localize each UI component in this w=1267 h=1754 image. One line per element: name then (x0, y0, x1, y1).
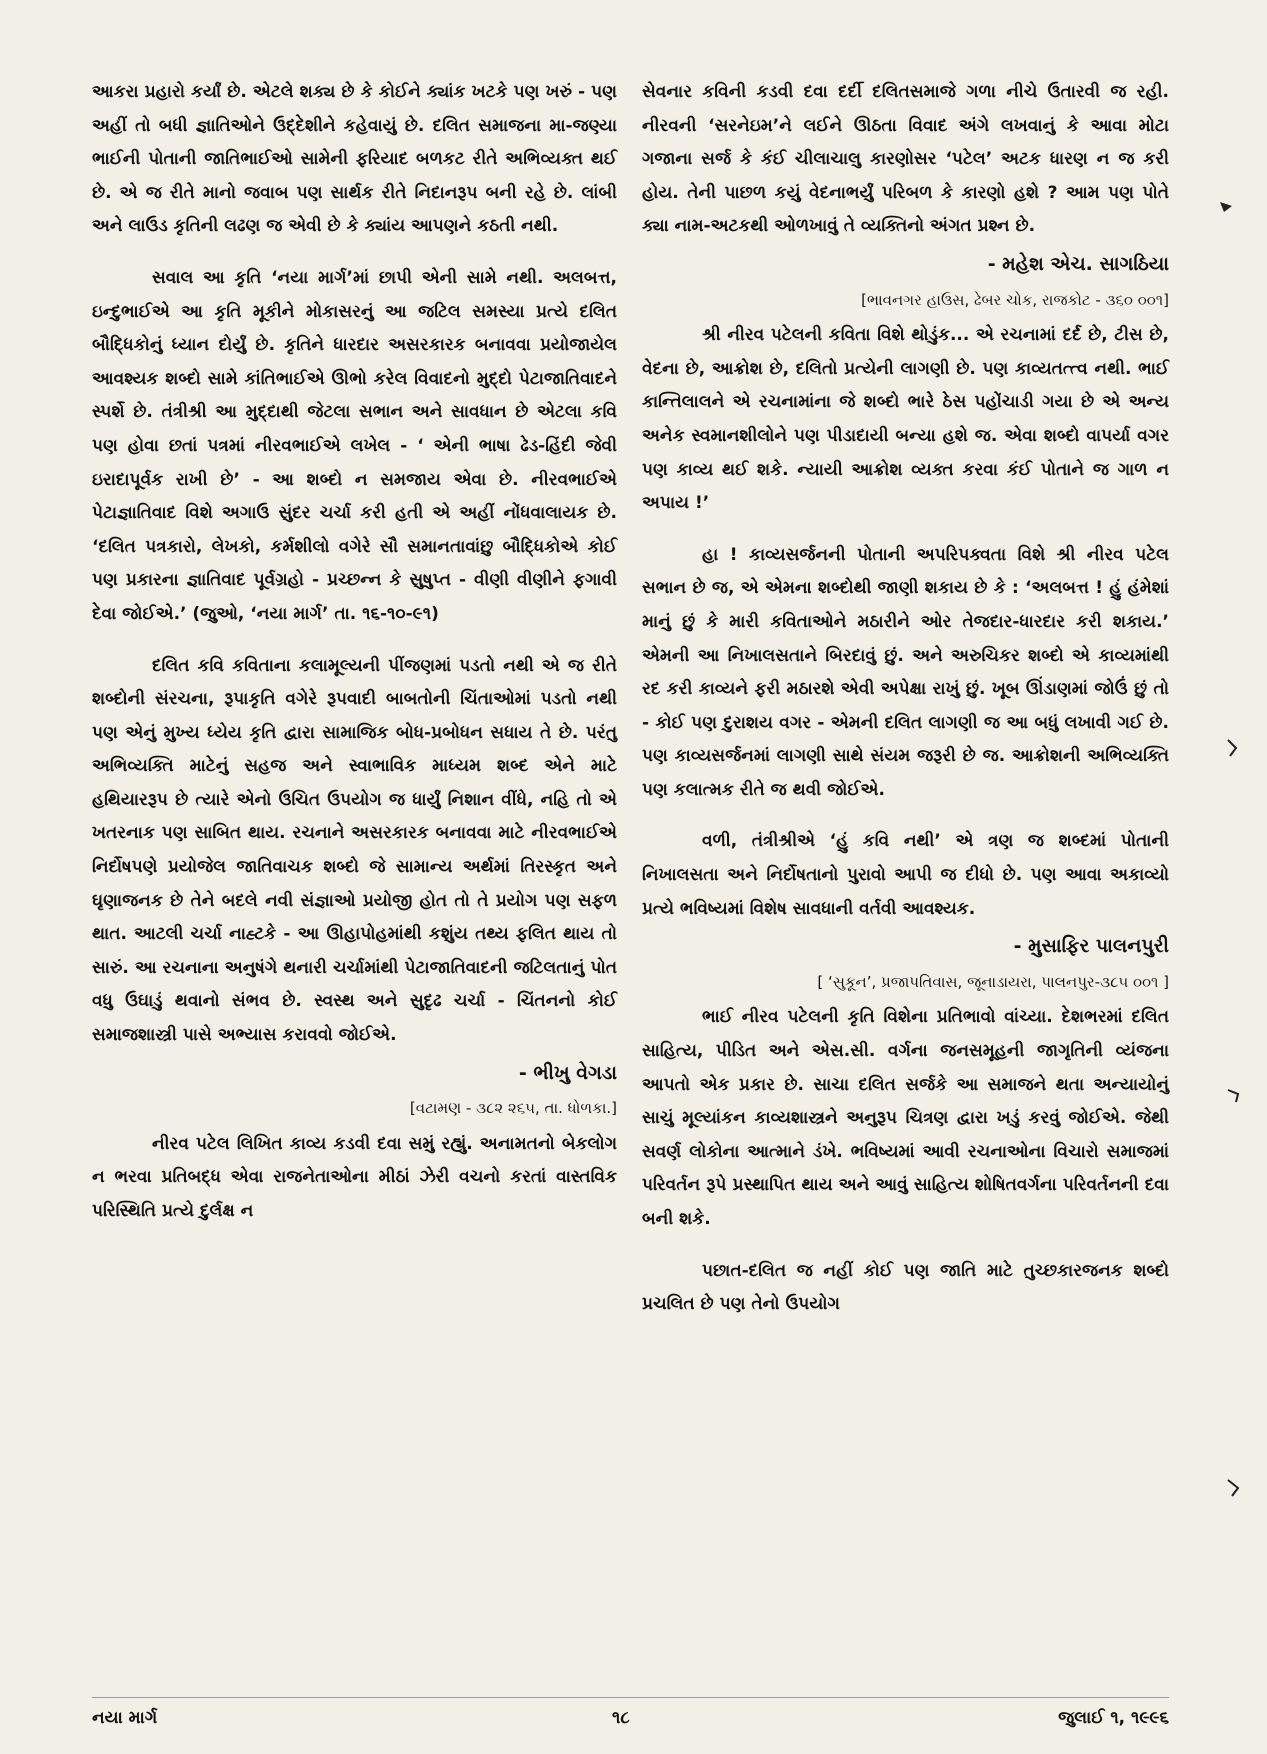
binding-mark-icon (1226, 736, 1244, 758)
paragraph: ભાઈ નીરવ પટેલની કૃતિ વિશેના પ્રતિભાવો વાંચ્યા. દેશભરમાં દલિત સાહિત્ય, પીડિત અને એસ.સી. વર્ગના જનસમૂહની જાગૃતિની વ્યંજના આપતો એક પ્રકાર છે. સાચા દલિત સર્જકે આ સમાજને થતા અન્યાયોનું સાચું મૂલ્યાંકન કાવ્યશાસ્ત્રને અનુરૂપ ચિત્રણ દ્વારા ખડું કરવું જોઈએ. જેથી સવર્ણ લોકોના આત્માને ડંખે. ભવિષ્યમાં આવી રચનાઓના વિચારો સમાજમાં પરિવર્તન રૂપે પ્રસ્થાપિત થાય અને આવું સાહિત્ય શોષિતવર્ગના પરિવર્તનની દવા બની શકે. (642, 1007, 1169, 1229)
binding-mark-icon (1218, 196, 1236, 218)
publication-name: નયા માર્ગ (92, 1708, 158, 1728)
paragraph: સવાલ આ કૃતિ ‘નયા માર્ગ’માં છાપી એની સામે નથી. અલબત્ત, ઇન્દુભાઈએ આ કૃતિ મૂકીને મોકાસરનું આ જટિલ સમસ્યા પ્રત્યે દલિત બૌદ્ધિકોનું ધ્યાન દોર્યું છે. કૃતિને ધારદાર અસરકારક બનાવવા પ્રયોજાયેલ આવશ્યક શબ્દો સામે કાંતિભાઈએ ઊભો કરેલ વિવાદનો મુદ્દો પેટાજાતિવાદને સ્પર્શે છે. તંત્રીશ્રી આ મુદ્દાથી જેટલા સભાન અને સાવધાન છે એટલા કવિ પણ હોવા છતાં પત્રમાં નીરવભાઈએ લખેલ - ‘ એની ભાષા ઢેડ-હિંદી જેવી ઇરાદાપૂર્વક રાખી છે’ - આ શબ્દો ન સમજાય એવા છે. નીરવભાઈએ પેટાજ્ઞાતિવાદ વિશે અગાઉ સુંદર ચર્ચા કરી હતી એ અહીં નોંધવાલાયક છે. ‘દલિત પત્રકારો, લેખકો, કર્મશીલો વગેરે સૌ સમાનતાવાંછુ બૌદ્ધિકોએ કોઈ પણ પ્રકારના જ્ઞાતિવાદ પૂર્વગ્રહો - પ્રચ્છન્ન કે સુષુપ્ત - વીણી વીણીને ફગાવી દેવા જોઈએ.’ (જુઓ, ‘નયા માર્ગ’ તા. ૧૬-૧૦-૯૧) (92, 267, 617, 624)
author-address: [વટામણ - ૩૮૨ ૨૬૫, તા. ધોળકા.] (409, 1099, 617, 1118)
right-column (642, 76, 1169, 1322)
paragraph: દલિત કવિ કવિતાના કલામૂલ્યની પીંજણમાં પડતો નથી એ જ રીતે શબ્દોની સંરચના, રૂપાકૃતિ વગેરે રૂપવાદી બાબતોની ચિંતાઓમાં પડતો નથી પણ એનું મુખ્ય ધ્યેય કૃતિ દ્વારા સામાજિક બોધ-પ્રબોધન સધાય તે છે. પરંતુ અભિવ્યક્તિ માટેનું સહજ અને સ્વાભાવિક માધ્યમ શબ્દ એને માટે હથિયારરૂપ છે ત્યારે એનો ઉચિત ઉપયોગ જ ધાર્યું નિશાન વીંધે, નહિ તો એ ખતરનાક પણ સાબિત થાય. રચનાને અસરકારક બનાવવા માટે નીરવભાઈએ નિર્દોષપણે પ્રયોજેલ જાતિવાચક શબ્દો જે સામાન્ય અર્થમાં તિરસ્કૃત અને ઘૃણાજનક છે તેને બદલે નવી સંજ્ઞાઓ પ્રયોજી હોત તો તે પ્રયોગ પણ સફળ થાત. આટલી ચર્ચા નાહ્ટકે - આ ઊહાપોહમાંથી કશુંય તથ્ય ફલિત થાય તો સારું. આ રચનાના અનુષંગે થનારી ચર્ચામાંથી પેટાજાતિવાદની જટિલતાનું પોત વધુ ઉઘાડું થવાનો સંભવ છે. સ્વસ્થ અને સુદૃઢ ચર્ચા - ચિંતનનો કોઈ સમાજશાસ્ત્રી પાસે અભ્યાસ કરાવવો જોઈએ. (92, 655, 617, 1046)
paragraph: નીરવ પટેલ લિખિત કાવ્ય કડવી દવા સમું રહ્યું. અનામતનો બેકલોગ ન ભરવા પ્રતિબદ્ધ એવા રાજનેતાઓના મીઠાં ઝેરી વચનો કરતાં વાસ્તવિક પરિસ્થિતિ પ્રત્યે દુર્લક્ષ ન (92, 1133, 617, 1221)
page-number: ૧૮ (612, 1708, 630, 1728)
author-address: [ ‘સુકૂન’, પ્રજાપતિવાસ, જૂનાડાયરા, પાલનપુર-૩૮૫ ૦૦૧ ] (817, 972, 1169, 991)
paragraph-gap (642, 521, 1169, 539)
paragraph-gap (92, 632, 617, 650)
paragraph: સેવનાર કવિની કડવી દવા દર્દી દલિતસમાજે ગળા નીચે ઉતારવી જ રહી. નીરવની ‘સરનેઇમ’ને લઈને ઊઠતા વિવાદ અંગે લખવાનું કે આવા મોટા ગજાના સર્જ કે કંઈ ચીલાચાલુ કારણોસર ‘પટેલ’ અટક ધારણ ન જ કરી હોય. તેની પાછળ કયું વેદનાભર્યું પરિબળ કે કારણો હશે ? આમ પણ પોતે ક્યા નામ-અટકથી ઓળખાવું તે વ્યક્તિનો અંગત પ્રશ્ન છે. (642, 82, 1169, 237)
paragraph: આકરા પ્રહારો કર્યાં છે. એટલે શક્ય છે કે કોઈને ક્યાંક ખટકે પણ ખરું - પણ અહીં તો બધી જ્ઞાતિઓને ઉદ્દેશીને કહેવાયું છે. દલિત સમાજના મા-જણ્યા ભાઈની પોતાની જાતિભાઈઓ સામેની ફરિયાદ બળકટ રીતે અભિવ્યક્ત થઈ છે. એ જ રીતે માનો જવાબ પણ સાર્થક રીતે નિદાનરૂપ બની રહે છે. લાંબી અને લાઉડ કૃતિની લઢણ જ એવી છે કે ક્યાંય આપણને કઠતી નથી. (92, 82, 617, 237)
paragraph-gap (642, 807, 1169, 825)
author-address: [ભાવનગર હાઉસ, ઢેબર ચોક, રાજકોટ - ૩૬૦ ૦૦૧] (861, 290, 1169, 309)
paragraph: પછાત-દલિત જ નહીં કોઈ પણ જાતિ માટે તુચ્છકારજનક શબ્દો પ્રચલિત છે પણ તેનો ઉપયોગ (642, 1260, 1169, 1315)
paragraph-gap (642, 1237, 1169, 1255)
paragraph: વળી, તંત્રીશ્રીએ ‘હું કવિ નથી’ એ ત્રણ જ શબ્દમાં પોતાની નિખાલસતા અને નિર્દોષતાનો પુરાવો આપી જ દીધો છે. પણ આવા અકાવ્યો પ્રત્યે ભવિષ્યમાં વિશેષ સાવધાની વર્તવી આવશ્યક. (642, 831, 1169, 919)
binding-mark-icon (1226, 1084, 1244, 1106)
paragraph: હા ! કાવ્યસર્જનની પોતાની અપરિપક્વતા વિશે શ્રી નીરવ પટેલ સભાન છે જ, એ એમના શબ્દોથી જાણી શકાય છે કે : ‘અલબત્ત ! હું હંમેશાં માનું છું કે મારી કવિતાઓને મઠારીને ઓર તેજદાર-ધારદાર કરી શકાય.’ એમની આ નિખાલસતાને બિરદાવું છું. અને અરુચિકર શબ્દો એ કાવ્યમાંથી રદ કરી કાવ્યને ફરી મઠારશે એવી અપેક્ષા રાખું છું. ખૂબ ઊંડાણમાં જોઉં છું તો - કોઈ પણ દુરાશય વગર - એમની દલિત લાગણી જ આ બધું લખાવી ગઈ છે. પણ કાવ્યસર્જનમાં લાગણી સાથે સંયમ જરૂરી છે જ. આક્રોશની અભિવ્યક્તિ પણ કલાત્મક રીતે જ થવી જોઈએ. (642, 544, 1169, 800)
author-signature: - ભીખુ વેગડા (518, 1061, 617, 1084)
author-signature: - મુસાફિર પાલનપુરી (1013, 935, 1169, 958)
footer-rule (92, 1697, 1169, 1698)
issue-date: જુલાઈ ૧, ૧૯૯૬ (1058, 1708, 1169, 1728)
paragraph: શ્રી નીરવ પટેલની કવિતા વિશે થોડુંક... એ રચનામાં દર્દ છે, ટીસ છે, વેદના છે, આક્રોશ છે, દલિતો પ્રત્યેની લાગણી છે. પણ કાવ્યતત્ત્વ નથી. ભાઈ કાન્તિલાલને એ રચનામાંના જે શબ્દો ભારે ઠેસ પહોંચાડી ગયા છે એ અન્ય અનેક સ્વમાનશીલોને પણ પીડાદાયી બન્યા હશે જ. એવા શબ્દો વાપર્યા વગર પણ કાવ્ય થઈ શકે. ન્યાયી આક્રોશ વ્યક્ત કરવા કંઈ પોતાને જ ગાળ ન અપાય !’ (642, 325, 1169, 514)
binding-mark-icon (1226, 1476, 1244, 1498)
paragraph-gap (92, 244, 617, 262)
left-column (92, 76, 617, 1229)
author-signature: - મહેશ એચ. સાગઠિયા (987, 252, 1169, 275)
